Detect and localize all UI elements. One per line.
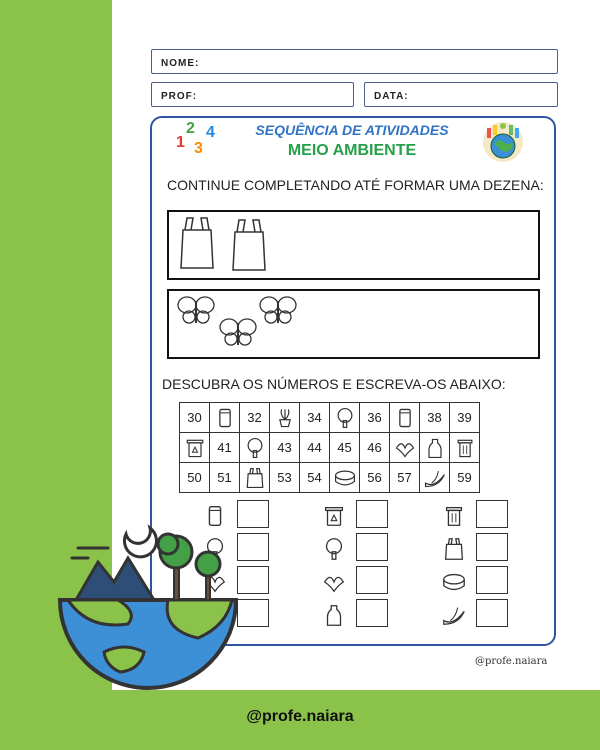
grid-number-cell[interactable]: 43	[270, 433, 300, 463]
numbers-logo	[172, 120, 222, 160]
earth-illustration-icon	[58, 512, 238, 692]
grid-picture-cell[interactable]	[390, 433, 420, 463]
logo-digit-2: 2	[186, 120, 195, 137]
answer-picture	[441, 503, 467, 529]
answer-row	[441, 599, 531, 632]
bottle-icon	[321, 602, 347, 628]
grid-picture-cell[interactable]	[270, 403, 300, 433]
grid-picture-cell[interactable]	[450, 433, 480, 463]
grid-number-cell[interactable]: 34	[300, 403, 330, 433]
plant-icon	[273, 406, 297, 430]
grid-number-cell[interactable]: 32	[240, 403, 270, 433]
bird-icon	[393, 436, 417, 460]
name-label: NOME:	[161, 58, 200, 69]
grid-number-cell[interactable]: 59	[450, 463, 480, 493]
bird-icon	[321, 569, 347, 595]
answer-box[interactable]	[476, 533, 508, 561]
answer-row	[321, 599, 411, 632]
plastic-bag-icon	[177, 216, 217, 272]
grid-number-cell[interactable]: 46	[360, 433, 390, 463]
butterfly-icon	[177, 295, 215, 325]
title-line-2: MEIO AMBIENTE	[287, 142, 417, 159]
answer-box[interactable]	[356, 566, 388, 594]
name-field[interactable]	[151, 49, 558, 74]
grid-number-cell[interactable]: 38	[420, 403, 450, 433]
answer-box[interactable]	[476, 599, 508, 627]
date-field[interactable]	[364, 82, 558, 107]
grid-picture-cell[interactable]	[330, 463, 360, 493]
grid-row	[180, 463, 480, 493]
bag-icon	[441, 536, 467, 562]
butterfly-icon	[219, 317, 257, 347]
grid-number-cell[interactable]: 53	[270, 463, 300, 493]
answer-picture	[321, 536, 347, 562]
grid-number-cell[interactable]: 54	[300, 463, 330, 493]
answer-row	[321, 566, 411, 599]
grid-number-cell[interactable]: 45	[330, 433, 360, 463]
grid-row	[180, 403, 480, 433]
grid-picture-cell[interactable]	[210, 403, 240, 433]
recycle-icon	[321, 503, 347, 529]
trash-icon	[453, 436, 477, 460]
grid-number-cell[interactable]: 57	[390, 463, 420, 493]
tree-icon	[333, 406, 357, 430]
grid-number-cell[interactable]: 50	[180, 463, 210, 493]
banana-icon	[423, 466, 447, 490]
number-grid	[179, 402, 480, 493]
tree-icon	[243, 436, 267, 460]
globe-logo-icon	[478, 120, 528, 164]
grid-picture-cell[interactable]	[420, 433, 450, 463]
answer-picture	[441, 536, 467, 562]
bottle-icon	[423, 436, 447, 460]
trash-icon	[441, 503, 467, 529]
tuna-can-icon	[333, 466, 357, 490]
can-icon	[393, 406, 417, 430]
butterfly-icon	[259, 295, 297, 325]
logo-digit-3: 3	[194, 140, 203, 157]
answer-picture	[441, 569, 467, 595]
answer-picture	[321, 503, 347, 529]
grid-picture-cell[interactable]	[390, 403, 420, 433]
grid-number-cell[interactable]: 44	[300, 433, 330, 463]
answer-picture	[321, 569, 347, 595]
can-icon	[213, 406, 237, 430]
grid-picture-cell[interactable]	[240, 433, 270, 463]
title-line-1: SEQUÊNCIA DE ATIVIDADES	[255, 122, 449, 138]
instruction-complete-ten: CONTINUE COMPLETANDO ATÉ FORMAR UMA DEZENA:	[167, 177, 544, 193]
grid-number-cell[interactable]: 56	[360, 463, 390, 493]
banana-icon	[441, 602, 467, 628]
grid-number-cell[interactable]: 36	[360, 403, 390, 433]
bags-box[interactable]	[167, 210, 540, 280]
tree-icon	[321, 536, 347, 562]
grid-picture-cell[interactable]	[330, 403, 360, 433]
bag-icon	[243, 466, 267, 490]
grid-picture-cell[interactable]	[180, 433, 210, 463]
prof-field[interactable]	[151, 82, 354, 107]
answer-box[interactable]	[237, 500, 269, 528]
answer-box[interactable]	[356, 533, 388, 561]
answer-box[interactable]	[476, 500, 508, 528]
footer-handle: @profe.naiara	[246, 708, 354, 725]
grid-number-cell[interactable]: 30	[180, 403, 210, 433]
answers-column-2	[321, 500, 411, 632]
grid-number-cell[interactable]: 39	[450, 403, 480, 433]
grid-row	[180, 433, 480, 463]
answers-column-3	[441, 500, 531, 632]
answer-row	[441, 566, 531, 599]
answer-box[interactable]	[356, 500, 388, 528]
logo-digit-1: 1	[176, 134, 185, 151]
answer-row	[441, 500, 531, 533]
date-label: DATA:	[374, 91, 409, 102]
plastic-bag-icon	[229, 218, 269, 274]
answer-picture	[441, 602, 467, 628]
grid-picture-cell[interactable]	[240, 463, 270, 493]
answer-box[interactable]	[476, 566, 508, 594]
grid-number-cell[interactable]: 41	[210, 433, 240, 463]
logo-digit-4: 4	[206, 124, 215, 141]
answer-box[interactable]	[237, 566, 269, 594]
instruction-discover-numbers: DESCUBRA OS NÚMEROS E ESCREVA-OS ABAIXO:	[162, 376, 506, 392]
recycle-icon	[183, 436, 207, 460]
prof-label: PROF:	[161, 91, 198, 102]
grid-number-cell[interactable]: 51	[210, 463, 240, 493]
sheet-credit: @profe.naiara	[475, 656, 548, 667]
butterflies-box[interactable]	[167, 289, 540, 359]
answer-box[interactable]	[237, 599, 269, 627]
answer-picture	[321, 602, 347, 628]
tuna-can-icon	[441, 569, 467, 595]
answer-row	[441, 533, 531, 566]
answer-row	[321, 500, 411, 533]
answer-box[interactable]	[356, 599, 388, 627]
answer-row	[321, 533, 411, 566]
grid-picture-cell[interactable]	[420, 463, 450, 493]
answer-box[interactable]	[237, 533, 269, 561]
